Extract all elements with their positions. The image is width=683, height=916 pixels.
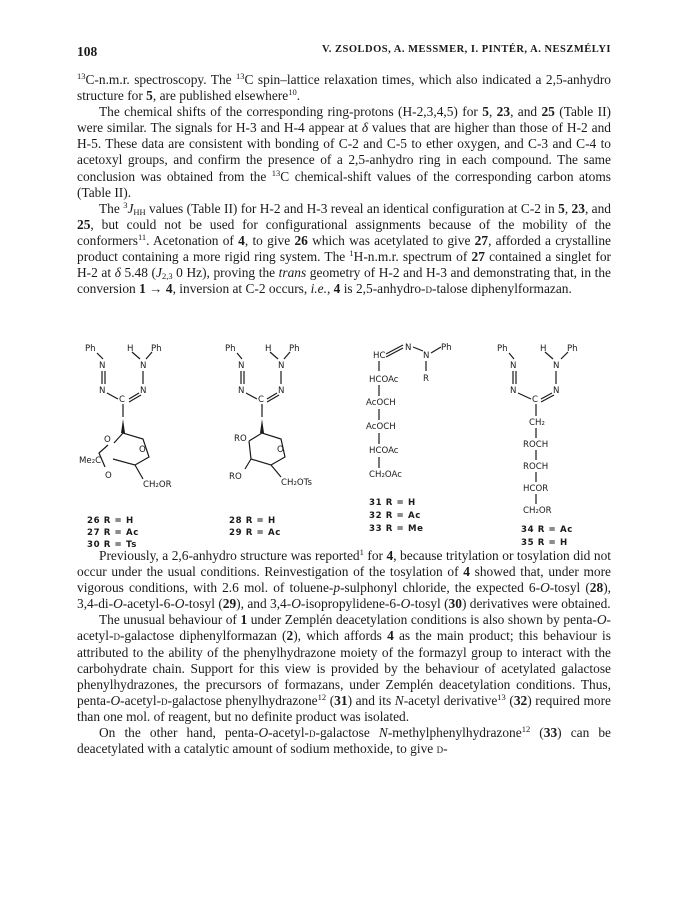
chain-row: AcOCH	[366, 398, 396, 408]
phenyl-label: Ph	[497, 344, 508, 354]
chain-row: CH₂OAc	[369, 470, 402, 480]
acyloxy-label: RO	[234, 434, 247, 444]
structure-open-chain-hydrazone	[366, 343, 452, 534]
chain-row: AcOCH	[366, 422, 396, 432]
phenyl-label: Ph	[289, 344, 300, 354]
nitrogen-label: N	[99, 361, 106, 371]
nitrogen-label: N	[510, 386, 517, 396]
compound-label: 28 R = H	[229, 516, 276, 526]
substituent-label: CH₂OTs	[281, 478, 312, 488]
compound-label: 33 R = Me	[369, 524, 424, 534]
substituent-label: R	[423, 374, 429, 384]
nitrogen-label: N	[553, 361, 560, 371]
compound-label: 29 R = Ac	[229, 528, 281, 538]
nitrogen-label: N	[140, 361, 147, 371]
chain-row: HCOAc	[369, 446, 399, 456]
compound-label: 35 R = H	[521, 538, 568, 548]
phenyl-label: Ph	[151, 344, 162, 354]
compound-label: 30 R = Ts	[87, 540, 137, 550]
paragraph: On the other hand, penta-O-acetyl-d-galactose N-methylphenylhydrazone$^{12}$ (33) can be deacetylated with a catalytic amount of sodium methoxide, to give d-	[77, 724, 612, 757]
nitrogen-label: N	[278, 386, 285, 396]
compound-label: 26 R = H	[87, 516, 134, 526]
nitrogen-label: N	[510, 361, 517, 371]
page-header	[77, 44, 611, 62]
nitrogen-label: N	[405, 343, 412, 353]
paragraph: $^{13}$C-n.m.r. spectroscopy. The $^{13}$C spin–lattice relaxation times, which also indicated a 2,5-anhydro structure for 5, are published elsewhere$^{10}$.	[77, 71, 611, 104]
paragraph: The chemical shifts of the corresponding ring-protons (H-2,3,4,5) for 5, 23, and 25 (Table II) were similar. The signals for H-3 and H-4 appear at δ values that are higher than those of H-2 and H-5. These data are consistent with bonding of C-2 and C-5 to ether oxygen, and C-3 and C-4 to acetoxyl groups, and confirm the presence of a 2,5-anhydro ring in each compound. The same conclusion was obtained from the $^{13}$C chemical-shift values of the corresponding carbon atoms (Table II).	[77, 104, 611, 200]
phenyl-label: Ph	[85, 344, 96, 354]
body-text-upper	[77, 72, 611, 297]
hydrogen-label: H	[540, 344, 547, 354]
chain-row: ROCH	[523, 440, 549, 450]
ring-oxygen-label: O	[139, 445, 146, 455]
nitrogen-label: N	[423, 351, 430, 361]
oxygen-label: O	[105, 471, 112, 481]
compound-label: 31 R = H	[369, 498, 416, 508]
structure-formazan-open-chain	[497, 344, 578, 548]
paragraph: The unusual behaviour of 1 under Zemplén deacetylation conditions is also shown by penta-O-acetyl-d-galactose diphenylformazan (2), which affords 4 as the main product; this behaviour is attributed to the ability of the phenylhydrazone moiety of the formazyl group to interact with the carbohydrate chain. Support for this view is provided by the behaviour of acetylated galactose phenylhydrazones, the precursors of formazans, under Zemplén deacetylation conditions. Thus, penta-O-acetyl-d-galactose phenylhydrazone$^{12}$ (31) and its N-acetyl derivative$^{13}$ (32) required more than one mol. of reagent, but no definite product was isolated.	[77, 612, 612, 724]
chain-row: CH₂	[529, 418, 545, 428]
phenyl-label: Ph	[225, 344, 236, 354]
substituent-label: CH₂OR	[143, 480, 172, 490]
nitrogen-label: N	[553, 386, 560, 396]
chemical-structures	[77, 341, 611, 551]
running-head: V. ZSOLDOS, A. MESSMER, I. PINTÉR, A. NESZMÉLYI	[322, 44, 611, 55]
chain-row: ROCH	[523, 462, 549, 472]
phenyl-label: Ph	[441, 343, 452, 353]
compound-label: 32 R = Ac	[369, 511, 421, 521]
chain-row: HCOAc	[369, 375, 399, 385]
carbon-label: C	[532, 395, 539, 405]
nitrogen-label: N	[238, 361, 245, 371]
body-text-lower	[77, 548, 611, 757]
structure-formazan-tosylate	[225, 344, 312, 538]
page-number: 108	[77, 44, 98, 59]
oxygen-label: O	[104, 435, 111, 445]
nitrogen-label: N	[278, 361, 285, 371]
hydrogen-label: H	[127, 344, 134, 354]
carbon-label: C	[258, 395, 265, 405]
chain-row: HCOR	[523, 484, 549, 494]
compound-label: 34 R = Ac	[521, 525, 573, 535]
ring-oxygen-label: O	[277, 445, 284, 455]
paragraph: Previously, a 2,6-anhydro structure was reported$^1$ for 4, because tritylation or tosylation did not occur under the usual conditions. Reinvestigation of the tosylation of 4 showed that, under more vigorous conditions, with 2.6 mol. of toluene-p-sulphonyl chloride, the expected 6-O-tosyl (28), 3,4-di-O-acetyl-6-O-tosyl (29), and 3,4-O-isopropylidene-6-O-tosyl (30) derivatives were obtained.	[77, 547, 611, 612]
methine-label: HC	[373, 351, 386, 361]
dimethylmethylene-label: Me₂C	[79, 456, 102, 466]
phenyl-label: Ph	[567, 344, 578, 354]
carbon-label: C	[119, 395, 126, 405]
nitrogen-label: N	[99, 386, 106, 396]
paragraph: The $^3J_{HH}$ values (Table II) for H-2 and H-3 reveal an identical configuration at C-2 in 5, 23, and 25, but could not be used for configurational assignments because of the mobility of the conformers$^{11}$. Acetonation of 4, to give 26 which was acetylated to give 27, afforded a crystalline product containing a more rigid ring system. The $^1$H-n.m.r. spectrum of 27 contained a singlet for H-2 at δ 5.48 ($J_{2,3}$ 0 Hz), proving the trans geometry of H-2 and H-3 and demonstrating that, in the conversion 1 → 4, inversion at C-2 occurs, i.e., 4 is 2,5-anhydro-d-talose diphenylformazan.	[77, 199, 612, 297]
acyloxy-label: RO	[229, 472, 242, 482]
hydrogen-label: H	[265, 344, 272, 354]
nitrogen-label: N	[140, 386, 147, 396]
chain-row: CH₂OR	[523, 506, 552, 516]
compound-label: 27 R = Ac	[87, 528, 139, 538]
nitrogen-label: N	[238, 386, 245, 396]
structure-formazan-isopropylidene	[79, 344, 172, 550]
